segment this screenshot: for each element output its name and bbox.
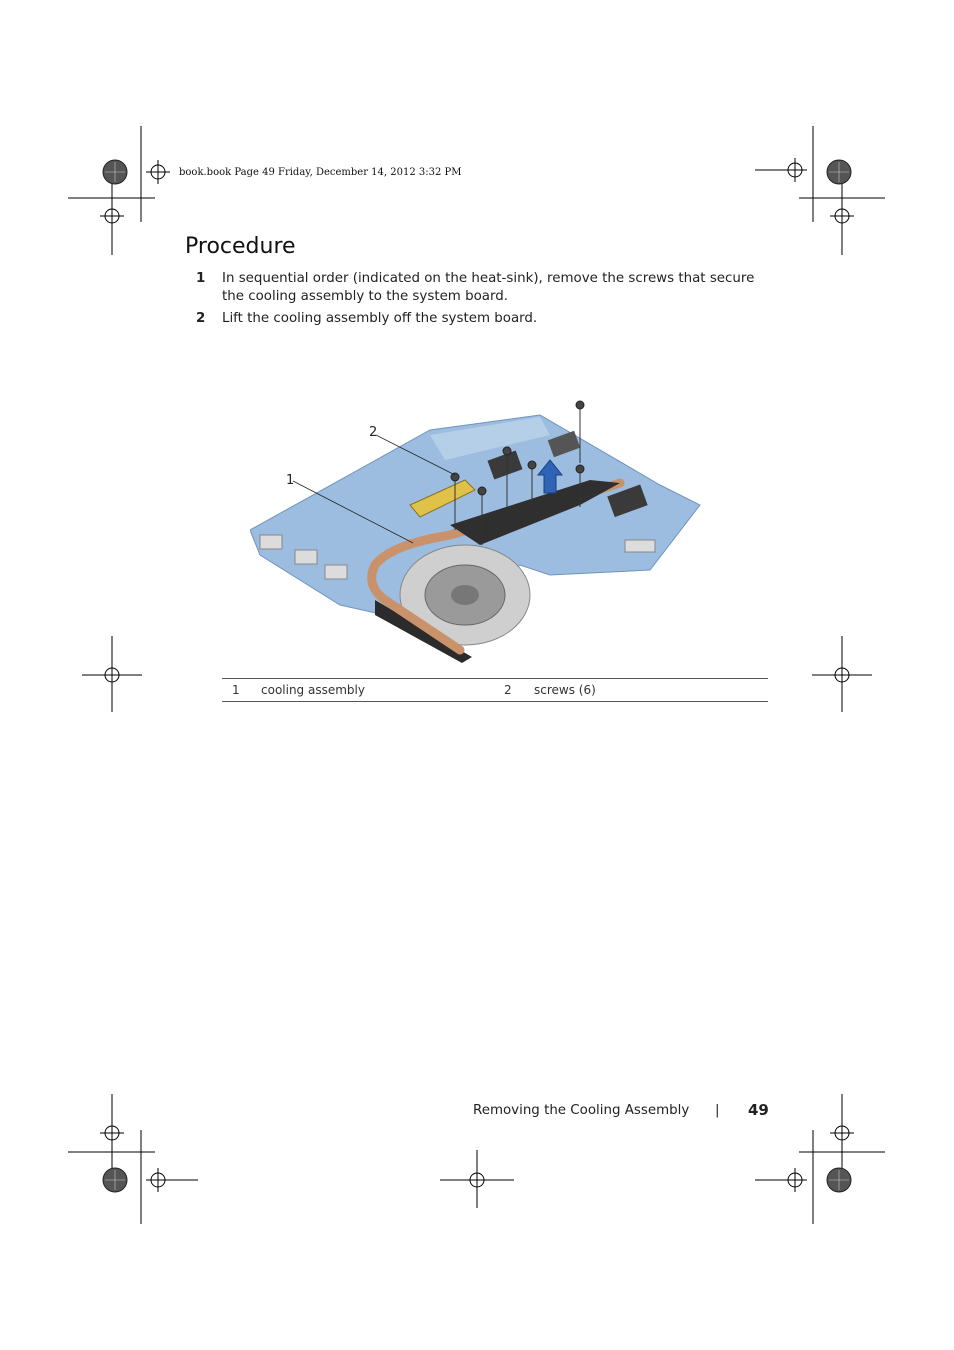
cooling-assembly-illustration xyxy=(250,395,710,665)
legend-number: 2 xyxy=(504,683,512,697)
callout-2: 2 xyxy=(369,425,378,440)
legend-label: screws (6) xyxy=(534,683,596,697)
legend-number: 1 xyxy=(232,683,240,697)
step-text: Lift the cooling assembly off the system board. xyxy=(222,311,538,326)
step-number: 2 xyxy=(196,311,206,326)
procedure-steps xyxy=(196,270,776,332)
step-number: 1 xyxy=(196,271,206,286)
callout-1: 1 xyxy=(286,473,295,488)
footer-chapter-title: Removing the Cooling Assembly xyxy=(473,1103,690,1118)
legend-label: cooling assembly xyxy=(261,683,365,697)
section-title: Procedure xyxy=(185,234,296,259)
procedure-step xyxy=(196,270,776,306)
print-header: book.book Page 49 Friday, December 14, 2012 3:32 PM xyxy=(179,167,462,178)
illustration-drawing xyxy=(250,395,710,665)
step-text: In sequential order (indicated on the heat-sink), remove the screws that secure the cooling assembly to the system board. xyxy=(222,271,755,304)
page-number: 49 xyxy=(748,1101,769,1119)
figure-legend xyxy=(222,678,768,702)
footer-separator: | xyxy=(715,1103,720,1118)
procedure-step xyxy=(196,310,776,328)
